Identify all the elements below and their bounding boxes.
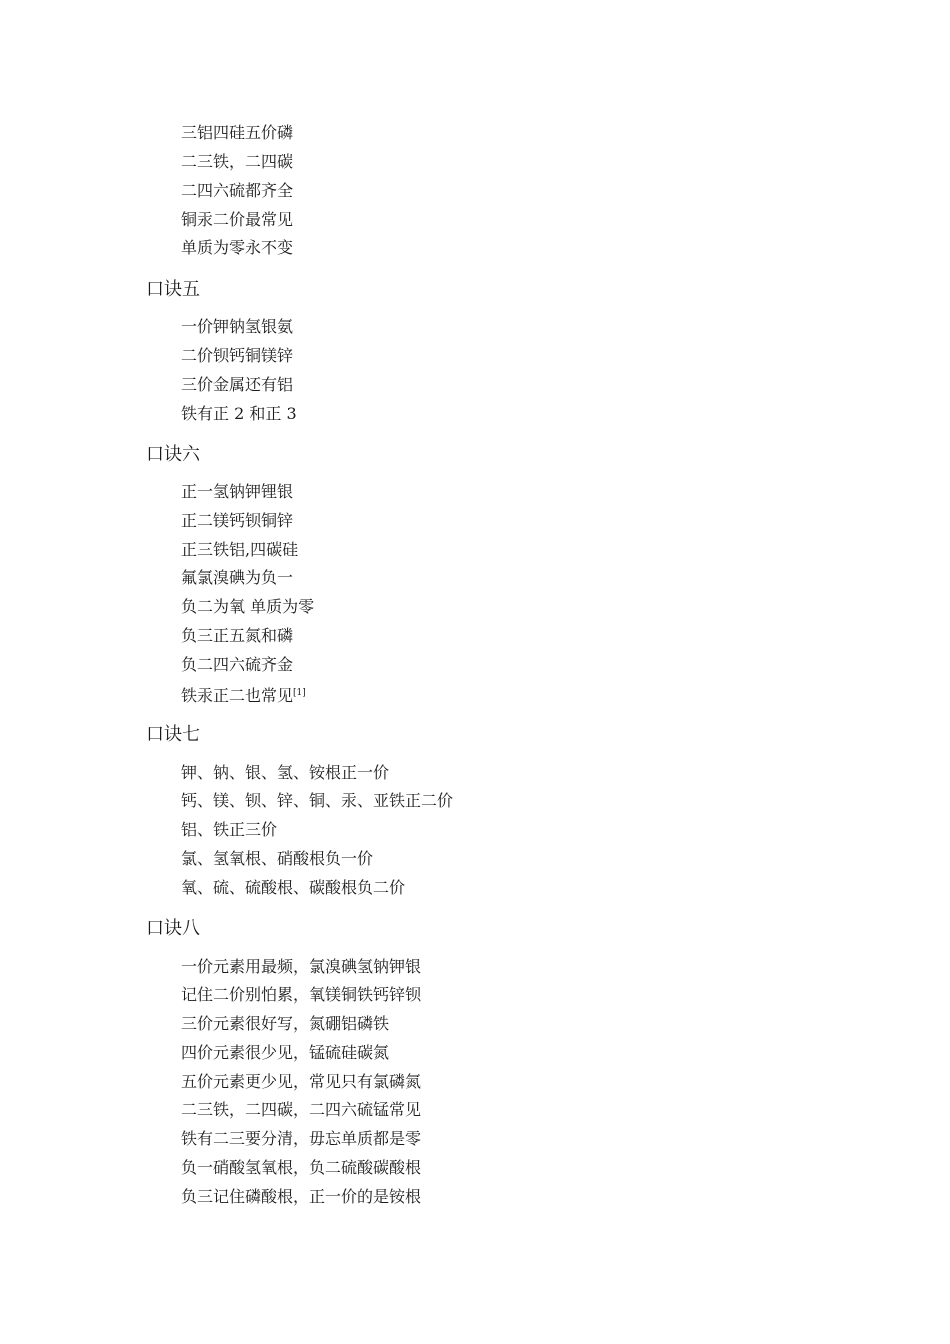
verse-line: 氟氯溴碘为负一 [181,568,294,587]
footnote-reference[interactable]: [1] [293,688,306,698]
section-heading: 口诀八 [146,918,200,939]
verse-line: 二价钡钙铜镁锌 [181,346,294,365]
verse-line: 正三铁铝,四碳硅 [181,540,299,559]
verse-line: 铁有二三要分清，毋忘单质都是零 [181,1129,422,1148]
verse-line: 单质为零永不变 [181,238,294,257]
verse-line: 记住二价别怕累，氧镁铜铁钙锌钡 [181,985,422,1004]
verse-line: 铝、铁正三价 [181,820,278,839]
verse-line: 负三正五氮和磷 [181,626,294,645]
verse-line: 三价金属还有铝 [181,375,294,394]
verse-line: 氯、氢氧根、硝酸根负一价 [181,849,374,868]
verse-text: 铁汞正二也常见 [181,686,294,705]
verse-line: 正二镁钙钡铜锌 [181,511,294,530]
verse-line: 负三记住磷酸根，正一价的是铵根 [181,1187,422,1206]
verse-line: 钙、镁、钡、锌、铜、汞、亚铁正二价 [181,791,454,810]
verse-line: 二三铁，二四碳 [181,152,294,171]
verse-line: 二三铁，二四碳，二四六硫锰常见 [181,1100,422,1119]
verse-line: 铁有正 2 和正 3 [181,404,297,423]
verse-line: 负一硝酸氢氧根，负二硫酸碳酸根 [181,1158,422,1177]
verse-line: 四价元素很少见，锰硫硅碳氮 [181,1043,390,1062]
section-heading: 口诀五 [146,279,200,300]
section-heading: 口诀六 [146,444,200,465]
section-heading: 口诀七 [146,724,200,745]
verse-line: 负二为氧 单质为零 [181,597,315,616]
verse-line: 二四六硫都齐全 [181,181,294,200]
verse-line: 三价元素很好写，氮硼铝磷铁 [181,1014,390,1033]
verse-line: 钾、钠、银、氢、铵根正一价 [181,763,390,782]
verse-line: 三铝四硅五价磷 [181,123,294,142]
verse-line: 一价元素用最频，氯溴碘氢钠钾银 [181,957,422,976]
verse-line: 一价钾钠氢银氨 [181,317,294,336]
verse-line: 五价元素更少见，常见只有氯磷氮 [181,1072,422,1091]
verse-line: 氧、硫、硫酸根、碳酸根负二价 [181,878,406,897]
verse-line: 铜汞二价最常见 [181,210,294,229]
verse-line: 正一氢钠钾锂银 [181,482,294,501]
verse-line: 负二四六硫齐金 [181,655,294,674]
verse-line-with-footnote [181,683,306,706]
